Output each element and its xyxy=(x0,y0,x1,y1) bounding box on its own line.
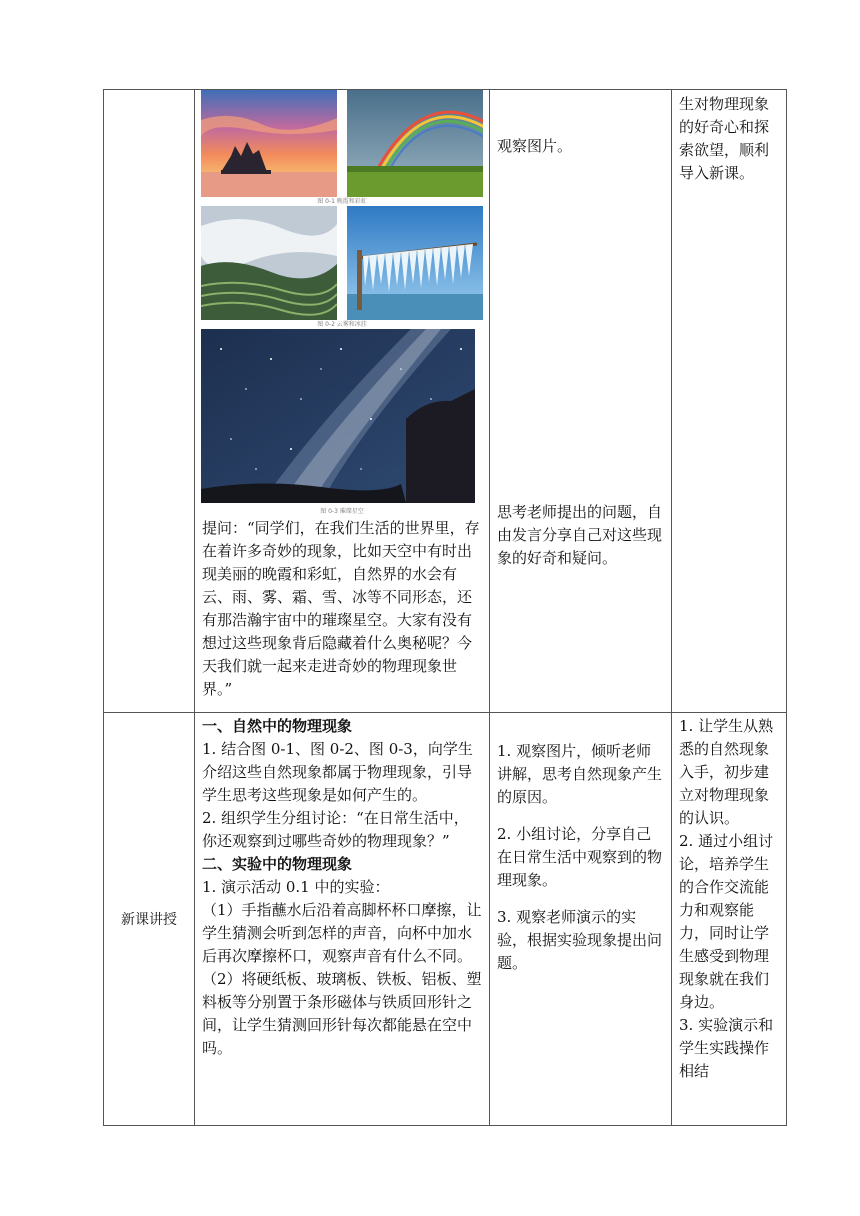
stage-cell xyxy=(104,713,195,1126)
icicles-image xyxy=(347,206,483,320)
figure-0-1-caption: 图 0-1 晚霞和彩虹 xyxy=(317,198,367,205)
lesson-plan-table xyxy=(103,89,787,1126)
intro-row xyxy=(104,90,787,713)
stage-cell-empty xyxy=(104,90,195,713)
student-activity-cell xyxy=(490,90,672,713)
design-intent-cell xyxy=(672,90,787,713)
figure-0-3-caption: 图 0-3 璀璨星空 xyxy=(320,508,364,515)
student-activity-cell-2 xyxy=(490,713,672,1126)
student-observe-text: 观察图片。 xyxy=(497,137,573,155)
new-lesson-row xyxy=(104,713,787,1126)
cloud-terrace-image xyxy=(201,206,337,320)
student-item-1: 1. 观察图片，倾听老师讲解，思考自然现象产生的原因。 xyxy=(497,742,663,806)
intent-item-1: 1. 让学生从熟悉的自然现象入手，初步建立对物理现象的认识。 xyxy=(679,717,774,827)
teacher-activity-cell xyxy=(195,90,490,713)
student-think-text: 思考老师提出的问题，自由发言分享自己对这些现象的好奇和疑问。 xyxy=(497,503,663,567)
section-2-title: 二、实验中的物理现象 xyxy=(202,855,353,873)
intent-item-2: 2. 通过小组讨论，培养学生的合作交流能力和观察能力，同时让学生感受到物理现象就在我们身边。 xyxy=(679,832,774,1011)
design-intent-text: 生对物理现象的好奇心和探索欲望，顺利导入新课。 xyxy=(679,95,770,182)
section-1-item-1: 1. 结合图 0-1、图 0-2、图 0-3，向学生介绍这些自然现象都属于物理现象，引导学生思考这些现象是如何产生的。 xyxy=(202,740,473,804)
rainbow-meadow-image xyxy=(347,90,483,197)
section-2-item-1: 1. 演示活动 0.1 中的实验： xyxy=(202,878,390,896)
intent-item-3: 3. 实验演示和学生实践操作相结 xyxy=(679,1016,774,1080)
starry-sky-image xyxy=(201,329,475,503)
section-2-sub-2: （2）将硬纸板、玻璃板、铁板、铝板、塑料板等分别置于条形磁体与铁质回形针之间，让学生猜测回形针每次都能悬在空中吗。 xyxy=(202,970,482,1057)
section-1-item-2: 2. 组织学生分组讨论：“在日常生活中，你还观察到过哪些奇妙的物理现象？” xyxy=(202,809,469,850)
student-item-2: 2. 小组讨论，分享自己在日常生活中观察到的物理现象。 xyxy=(497,825,663,889)
teacher-activity-cell-2 xyxy=(195,713,490,1126)
figure-images xyxy=(195,90,489,517)
teacher-question-text: 提问：“同学们，在我们生活的世界里，存在着许多奇妙的现象，比如天空中有时出现美丽的晚霞和彩虹，自然界的水会有云、雨、雾、霜、雪、冰等不同形态，还有那浩瀚宇宙中的璀璨星空。大家有没有想过这些现象背后隐藏着什么奥秘呢？今天我们就一起来走进奇妙的物理现象世界。” xyxy=(202,519,480,698)
student-item-3: 3. 观察老师演示的实验，根据实验现象提出问题。 xyxy=(497,908,663,972)
section-1-title: 一、自然中的物理现象 xyxy=(202,717,353,735)
figure-0-2-caption: 图 0-2 云雾和冰挂 xyxy=(317,321,367,328)
design-intent-cell-2 xyxy=(672,713,787,1126)
stage-label: 新课讲授 xyxy=(121,912,177,928)
section-2-sub-1: （1）手指蘸水后沿着高脚杯杯口摩擦，让学生猜测会听到怎样的声音，向杯中加水后再次摩擦杯口，观察声音有什么不同。 xyxy=(202,901,482,965)
sunset-lake-image xyxy=(201,90,337,197)
